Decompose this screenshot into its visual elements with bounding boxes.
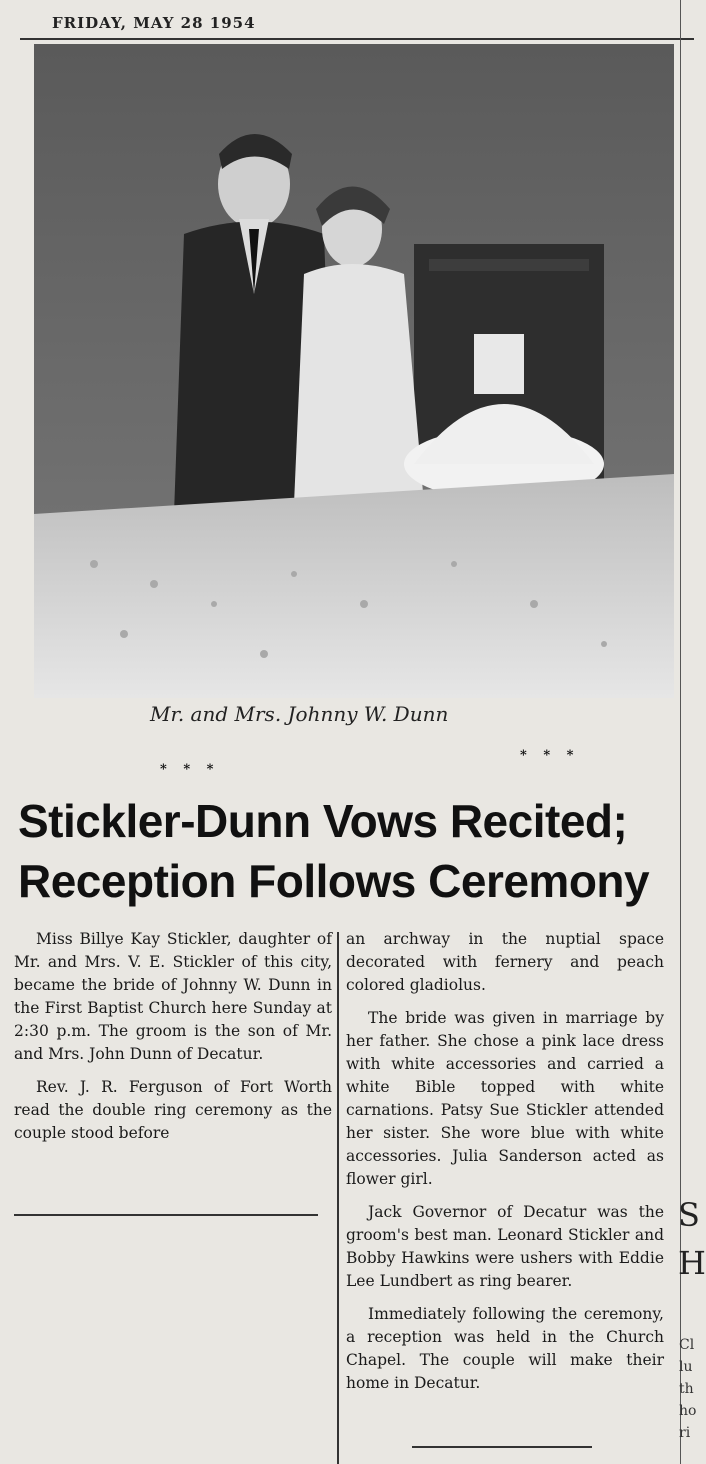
paragraph: Miss Billye Kay Stickler, daughter of Mr. and Mrs. V. E. Stickler of this city, became the bride of Johnny W. Dunn in the First Baptist Church here Sunday at 2:30 p.m. The groom is the son of Mr. and Mrs. John Dunn of Decatur. [14,930,332,1063]
wedding-photo [34,44,674,698]
adjacent-text-fragment: ho [679,1403,697,1419]
paragraph: Jack Governor of Decatur was the groom's best man. Leonard Stickler and Bobby Hawkins were ushers with Eddie Lee Lundbert as ring bearer. [346,1203,664,1290]
headline-line-2: Reception Follows Ceremony [18,855,650,907]
paragraph: Rev. J. R. Ferguson of Fort Worth read the double ring ceremony as the couple stood before [14,1078,332,1142]
paragraph: Immediately following the ceremony, a reception was held in the Church Chapel. The couple will make their home in Decatur. [346,1305,664,1392]
ornament-right: * * * [520,748,580,763]
adjacent-text-fragment: lu [679,1359,693,1375]
column-end-rule [412,1446,592,1448]
adjacent-text-fragment: Cl [679,1337,695,1353]
paragraph: The bride was given in marriage by her father. She chose a pink lace dress with white accessories and carried a white Bible topped with white carnations. Patsy Sue Stickler attended her sister. She wore blue with white accessories. Julia Sanderson acted as flower girl. [346,1009,664,1188]
ornament-left: * * * [160,762,220,777]
paragraph: an archway in the nuptial space decorated with fernery and peach colored gladiolus. [346,930,664,994]
column-end-rule [14,1214,318,1216]
headline-line-1: Stickler-Dunn Vows Recited; [18,795,628,847]
adjacent-headline-fragment: H [678,1244,706,1282]
adjacent-text-fragment: th [679,1381,694,1397]
top-rule [20,38,694,40]
adjacent-text-fragment: ri [679,1425,691,1441]
article-column-2 [346,928,664,1405]
photo-caption: Mr. and Mrs. Johnny W. Dunn [150,702,449,726]
article-column-1 [14,928,332,1155]
dateline: FRIDAY, MAY 28 1954 [52,14,256,32]
column-divider [337,932,339,1464]
adjacent-headline-fragment: S [678,1196,700,1234]
